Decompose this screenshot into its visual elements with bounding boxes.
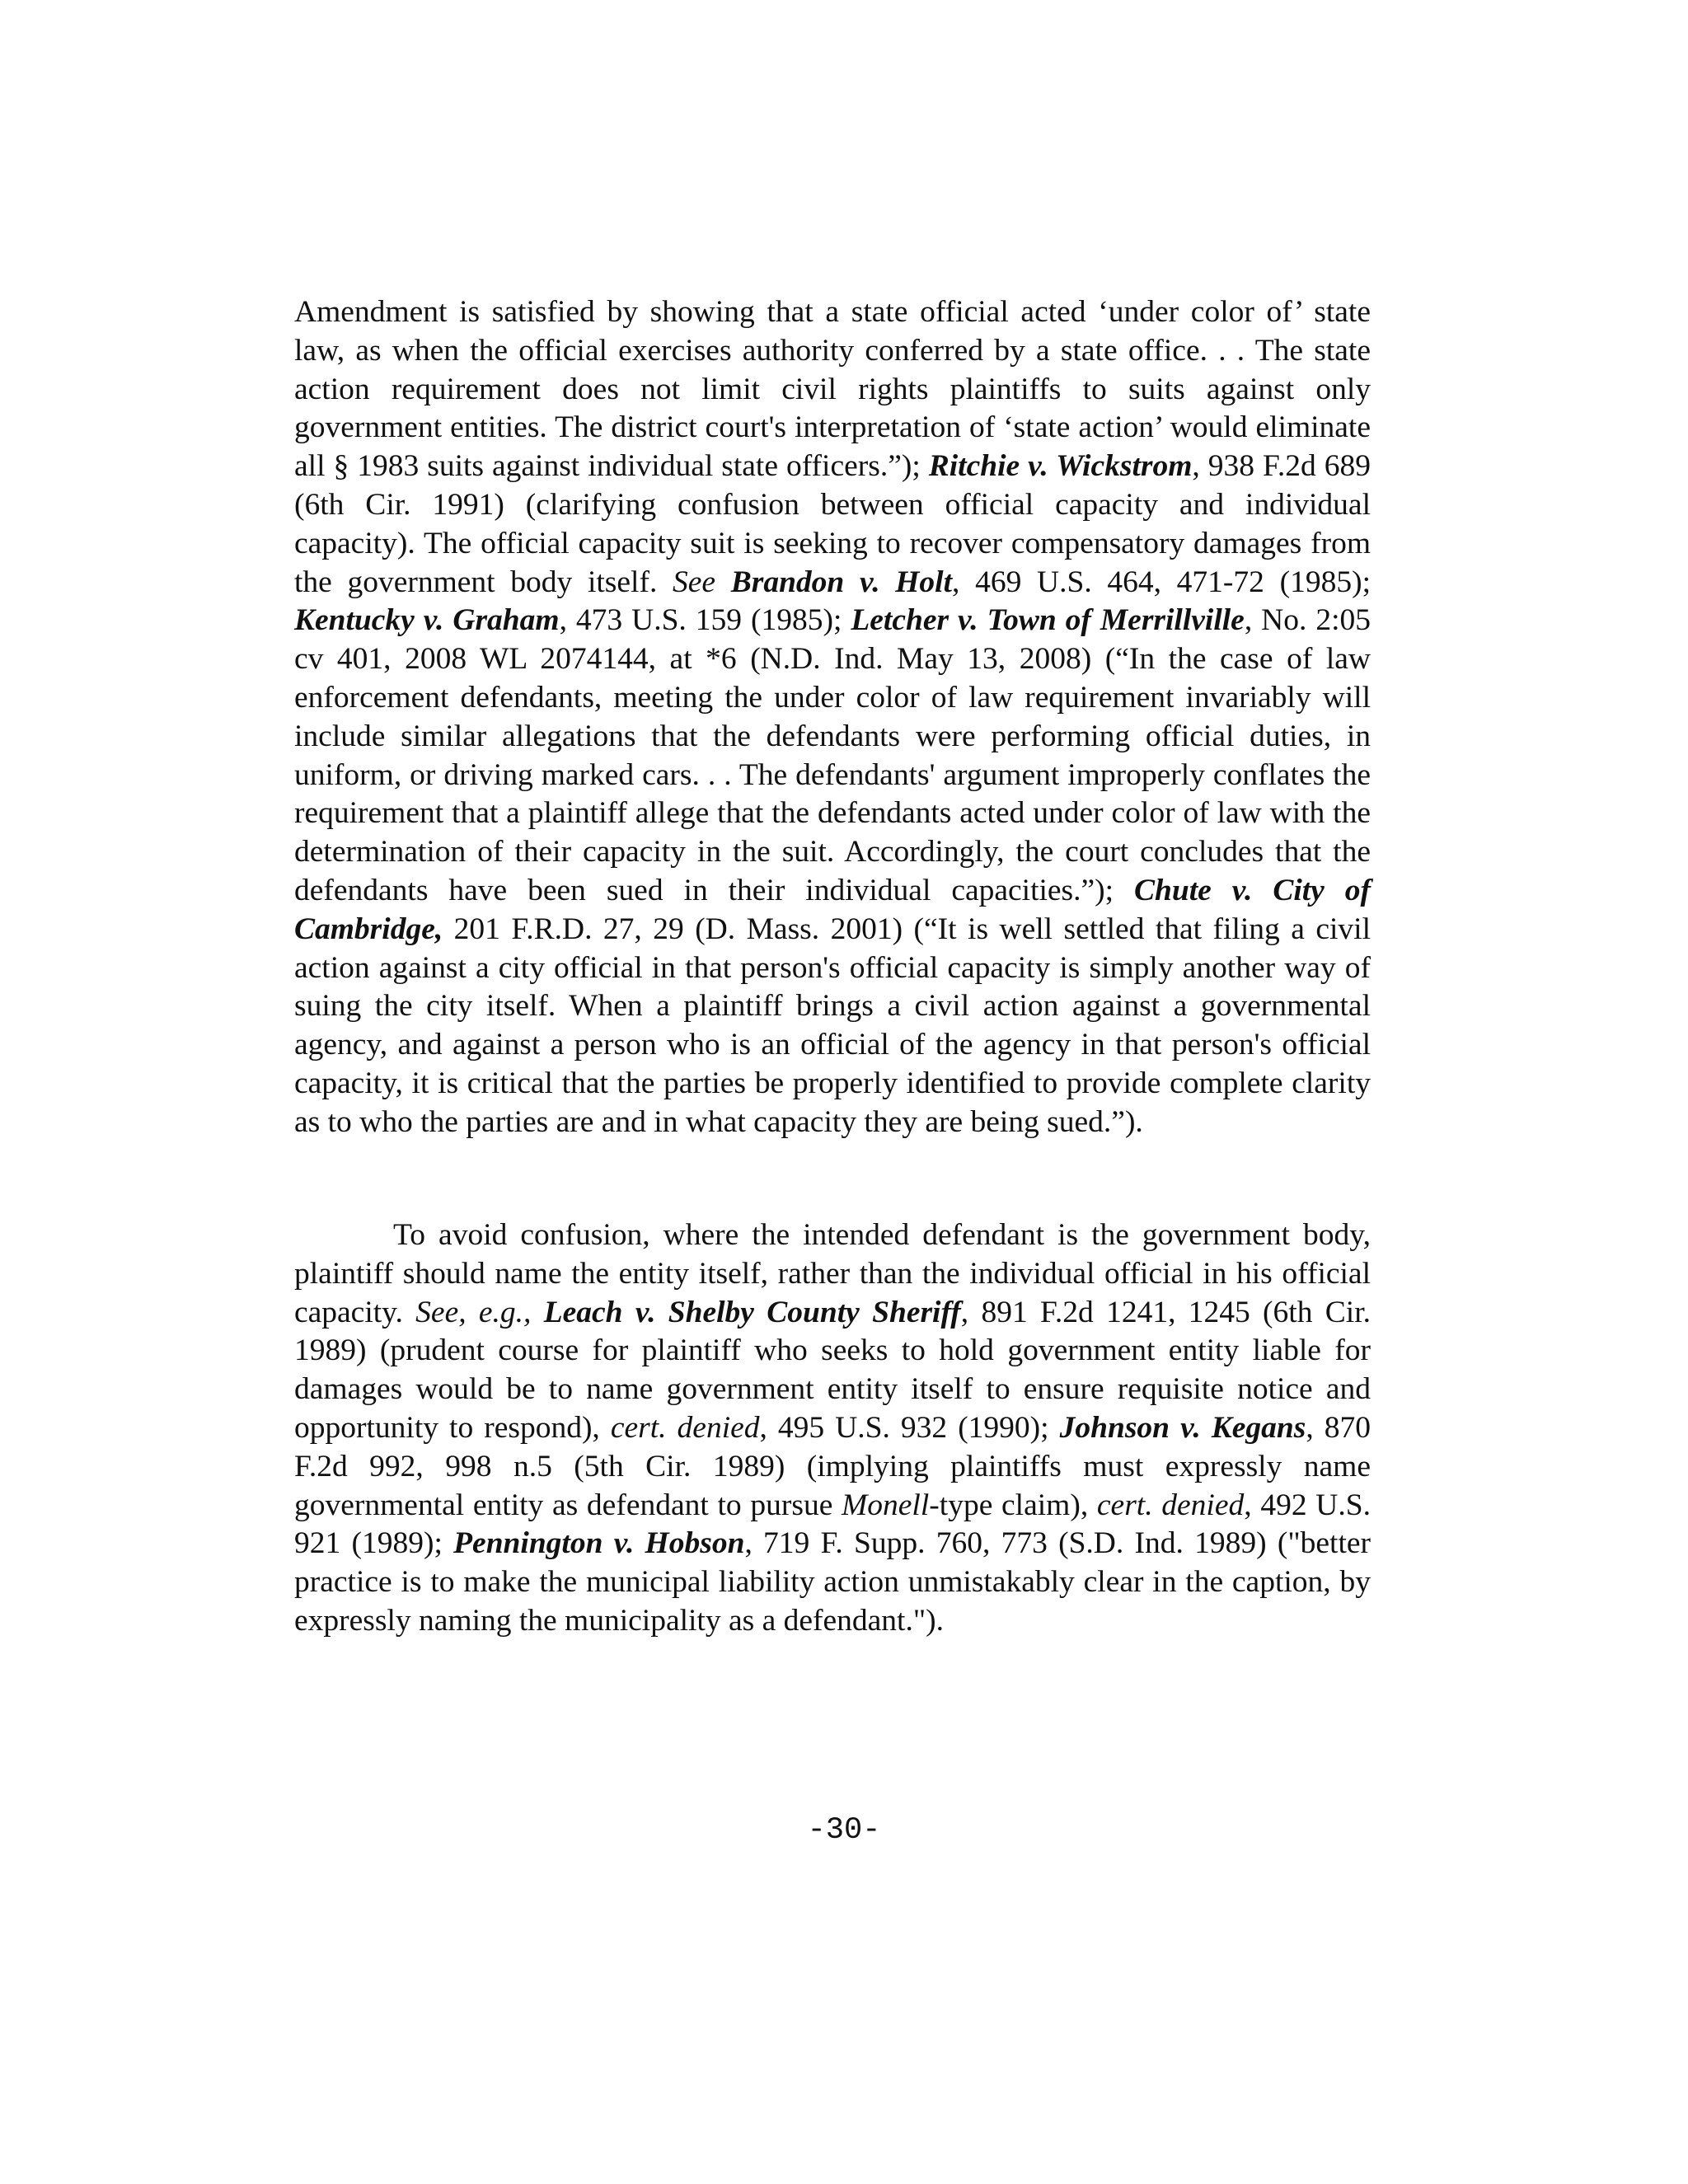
case-name: Kentucky v. Graham xyxy=(294,603,560,638)
case-name: Letcher v. Town of Merrillville xyxy=(851,603,1245,638)
case-name: Chute v. City of Cambridge, xyxy=(294,873,1371,946)
italic-signal: cert. denied xyxy=(1096,1488,1245,1522)
case-name: Pennington v. Hobson xyxy=(453,1526,745,1561)
text-run: , 870 F.2d 992, 998 n.5 (5th Cir. 1989) (implying plaintiffs must expressly name governmental entity as defendant to pursue xyxy=(294,1410,1371,1522)
italic-signal: cert. denied xyxy=(610,1410,760,1445)
case-name: Leach v. Shelby County Sheriff xyxy=(543,1295,961,1329)
text-run: , 473 U.S. 159 (1985); xyxy=(559,603,851,638)
text-run: 201 F.R.D. 27, 29 (D. Mass. 2001) (“It is well settled that filing a civil action against a city official in that person's official capacity is simply another way of suing the city itself. When a plaintiff brings a civil action against a governmental agency, and against a person who is an official of the agency in that person's official capacity, it is critical that the parties be properly identified to provide complete clarity as to who the parties are and in what capacity they are being sued.”). xyxy=(294,912,1371,1139)
text-run: , 938 F.2d 689 (6th Cir. 1991) (clarifying confusion between official capacity and individual capacity). The official capacity suit is seeking to recover compensatory damages from the government body itself. xyxy=(294,449,1371,599)
text-run: -type claim), xyxy=(929,1488,1097,1522)
text-run: , 495 U.S. 932 (1990); xyxy=(759,1410,1060,1445)
text-run: , 719 F. Supp. 760, 773 (S.D. Ind. 1989) ("better practice is to make the municipal liability action unmistakably clear in the caption, by expressly naming the municipality as a defendant."). xyxy=(294,1526,1371,1638)
paragraph-1 xyxy=(294,293,1371,1142)
text-run: , 891 F.2d 1241, 1245 (6th Cir. 1989) (prudent course for plaintiff who seeks to hold government entity liable for damages would be to name government entity itself to ensure requisite notice and opportunity to respond), xyxy=(294,1295,1372,1445)
italic-signal: See, e.g., xyxy=(415,1295,544,1329)
text-run: , 492 U.S. 921 (1989); xyxy=(294,1488,1371,1561)
text-run: To avoid confusion, where the intended defendant is the government body, plaintiff should name the entity itself, rather than the individual official in his official capacity. xyxy=(294,1218,1371,1329)
text-run: , No. 2:05 cv 401, 2008 WL 2074144, at *6 (N.D. Ind. May 13, 2008) (“In the case of law enforcement defendants, meeting the under color of law requirement invariably will include similar allegations that the defendants were performing official duties, in uniform, or driving marked cars. . . The defendants' argument improperly conflates the requirement that a plaintiff allege that the defendants acted under color of law with the determination of their capacity in the suit. Accordingly, the court concludes that the defendants have been sued in their individual capacities.”); xyxy=(294,603,1371,907)
text-run: Amendment is satisfied by showing that a state official acted ‘under color of’ state law, as when the official exercises authority conferred by a state office. . . The state action requirement does not limit civil rights plaintiffs to suits against only government entities. The district court's interpretation of ‘state action’ would eliminate all § 1983 suits against individual state officers.”); xyxy=(294,295,1371,484)
page-number: -30- xyxy=(807,1813,881,1848)
italic-signal: Monell xyxy=(842,1488,930,1522)
paragraph-2 xyxy=(294,1216,1371,1641)
text-run: , 469 U.S. 464, 471-72 (1985); xyxy=(952,565,1371,599)
case-name: Ritchie v. Wickstrom xyxy=(928,449,1193,484)
case-name: Johnson v. Kegans xyxy=(1059,1410,1306,1445)
case-name: Brandon v. Holt xyxy=(730,565,953,599)
italic-signal: See xyxy=(673,565,731,599)
